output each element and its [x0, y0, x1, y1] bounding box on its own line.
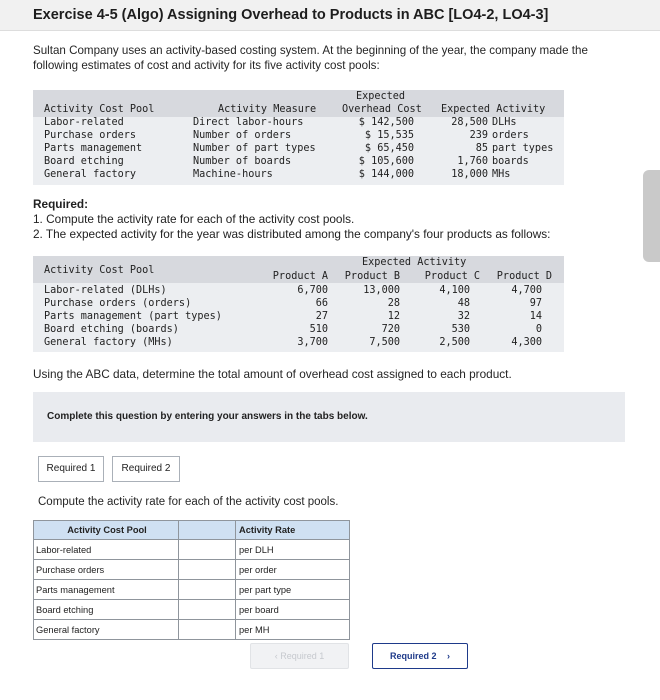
- cost-row-measure: Direct labor-hours: [193, 117, 304, 128]
- cost-row-quantity: 28,500: [451, 117, 488, 128]
- cost-row-quantity: 85: [475, 143, 488, 154]
- rate-input-cell[interactable]: [179, 560, 236, 580]
- product-row-value: 48: [457, 298, 470, 309]
- product-header: Product C: [424, 271, 480, 282]
- rate-input-cell[interactable]: [179, 600, 236, 620]
- table-row: [34, 580, 350, 600]
- cost-row-unit: orders: [492, 130, 529, 141]
- product-row-value: 4,100: [439, 285, 470, 296]
- board-etching-rate-input[interactable]: [179, 600, 235, 619]
- chevron-right-icon: ›: [447, 651, 451, 661]
- purchase-orders-rate-input[interactable]: [179, 560, 235, 579]
- cost-row-overhead: $ 15,535: [364, 130, 414, 141]
- product-row-value: 720: [381, 324, 400, 335]
- required-item-1: 1. Compute the activity rate for each of the activity cost pools.: [33, 212, 355, 226]
- product-row-value: 27: [315, 311, 328, 322]
- product-row-pool: Labor-related (DLHs): [44, 285, 167, 296]
- product-row-value: 7,500: [369, 337, 400, 348]
- intro-text: Sultan Company uses an activity-based costing system. At the beginning of the year, the company made the following estimates of cost and activity for its five activity cost pools:: [33, 44, 588, 72]
- cost-header-activity: Expected Activity: [441, 104, 546, 115]
- product-row-value: 3,700: [297, 337, 328, 348]
- compute-instruction: Compute the activity rate for each of the activity cost pools.: [38, 496, 339, 508]
- rate-input-cell[interactable]: [179, 580, 236, 600]
- cost-row-measure: Number of orders: [193, 130, 292, 141]
- using-abc-text: Using the ABC data, determine the total amount of overhead cost assigned to each product.: [33, 367, 512, 381]
- required-heading: Required:: [33, 197, 89, 211]
- rate-input-cell[interactable]: [179, 620, 236, 640]
- product-row-value: 13,000: [363, 285, 400, 296]
- cost-header-overhead: Overhead Cost: [342, 104, 422, 115]
- cost-row-pool: Board etching: [44, 156, 124, 167]
- rate-row-pool: General factory: [34, 620, 179, 640]
- rate-row-unit: per order: [236, 560, 350, 580]
- labor-related-rate-input[interactable]: [179, 540, 235, 559]
- cost-row-pool: Parts management: [44, 143, 143, 154]
- cost-row-measure: Number of part types: [193, 143, 316, 154]
- instructions-text: Complete this question by entering your answers in the tabs below.: [47, 411, 368, 422]
- required-item-2: 2. The expected activity for the year was distributed among the company's four products as follows:: [33, 227, 551, 241]
- product-row-value: 4,700: [511, 285, 542, 296]
- cost-row-unit: part types: [492, 143, 554, 154]
- product-row-value: 12: [387, 311, 400, 322]
- instructions-panel: [33, 392, 625, 442]
- rate-header-blank: [179, 521, 236, 540]
- rate-row-pool: Parts management: [34, 580, 179, 600]
- cost-row-quantity: 18,000: [451, 169, 488, 180]
- product-row-value: 28: [387, 298, 400, 309]
- cost-row-overhead: $ 65,450: [364, 143, 414, 154]
- rate-row-pool: Purchase orders: [34, 560, 179, 580]
- cost-row-overhead: $ 144,000: [358, 169, 414, 180]
- product-row-pool: Purchase orders (orders): [44, 298, 192, 309]
- required-section: [33, 197, 653, 242]
- product-header-group: Expected Activity: [362, 257, 467, 268]
- product-row-value: 0: [535, 324, 542, 335]
- general-factory-rate-input[interactable]: [179, 620, 235, 639]
- tab-required-1[interactable]: Required 1: [38, 456, 104, 482]
- cost-row-unit: DLHs: [492, 117, 517, 128]
- rate-input-cell[interactable]: [179, 540, 236, 560]
- rate-row-unit: per board: [236, 600, 350, 620]
- previous-button-label: Required 1: [280, 651, 325, 661]
- cost-row-pool: General factory: [44, 169, 137, 180]
- tab-required-2[interactable]: Required 2: [112, 456, 180, 482]
- cost-row-measure: Machine-hours: [193, 169, 273, 180]
- rate-row-pool: Board etching: [34, 600, 179, 620]
- table-row: [34, 540, 350, 560]
- product-header-pool: Activity Cost Pool: [44, 265, 155, 276]
- cost-row-measure: Number of boards: [193, 156, 292, 167]
- product-row-value: 66: [315, 298, 328, 309]
- cost-header-pool: Activity Cost Pool: [44, 104, 155, 115]
- previous-required-button[interactable]: [250, 643, 349, 669]
- product-row-value: 32: [457, 311, 470, 322]
- product-row-value: 2,500: [439, 337, 470, 348]
- cost-header-measure: Activity Measure: [218, 104, 317, 115]
- activity-rate-table: [33, 520, 350, 640]
- rate-row-unit: per MH: [236, 620, 350, 640]
- cost-row-unit: boards: [492, 156, 529, 167]
- cost-row-pool: Labor-related: [44, 117, 124, 128]
- rate-row-pool: Labor-related: [34, 540, 179, 560]
- next-required-button[interactable]: [372, 643, 468, 669]
- product-header: Product D: [496, 271, 552, 282]
- product-row-pool: Board etching (boards): [44, 324, 179, 335]
- table-row: [34, 600, 350, 620]
- rate-row-unit: per part type: [236, 580, 350, 600]
- cost-row-quantity: 239: [469, 130, 488, 141]
- product-row-value: 14: [529, 311, 542, 322]
- product-row-value: 6,700: [297, 285, 328, 296]
- product-header: Product A: [272, 271, 328, 282]
- next-button-label: Required 2: [389, 651, 437, 661]
- exercise-title: Exercise 4-5 (Algo) Assigning Overhead to Products in ABC [LO4-2, LO4-3]: [33, 7, 549, 23]
- product-row-value: 4,300: [511, 337, 542, 348]
- cost-row-unit: MHs: [492, 169, 511, 180]
- cost-row-overhead: $ 105,600: [358, 156, 414, 167]
- cost-row-overhead: $ 142,500: [358, 117, 414, 128]
- exercise-title-bar: [0, 0, 660, 31]
- cost-header-expected: Expected: [356, 91, 406, 102]
- cost-row-quantity: 1,760: [457, 156, 488, 167]
- table-row: [34, 560, 350, 580]
- parts-management-rate-input[interactable]: [179, 580, 235, 599]
- product-row-value: 97: [529, 298, 542, 309]
- product-row-pool: Parts management (part types): [44, 311, 222, 322]
- rate-header-rate: Activity Rate: [236, 521, 350, 540]
- rate-header-pool: Activity Cost Pool: [34, 521, 179, 540]
- product-row-pool: General factory (MHs): [44, 337, 173, 348]
- rate-row-unit: per DLH: [236, 540, 350, 560]
- product-row-value: 510: [309, 324, 328, 335]
- product-row-value: 530: [451, 324, 470, 335]
- cost-row-pool: Purchase orders: [44, 130, 137, 141]
- chevron-left-icon: ‹: [274, 651, 278, 661]
- table-row: [34, 620, 350, 640]
- product-header: Product B: [344, 271, 400, 282]
